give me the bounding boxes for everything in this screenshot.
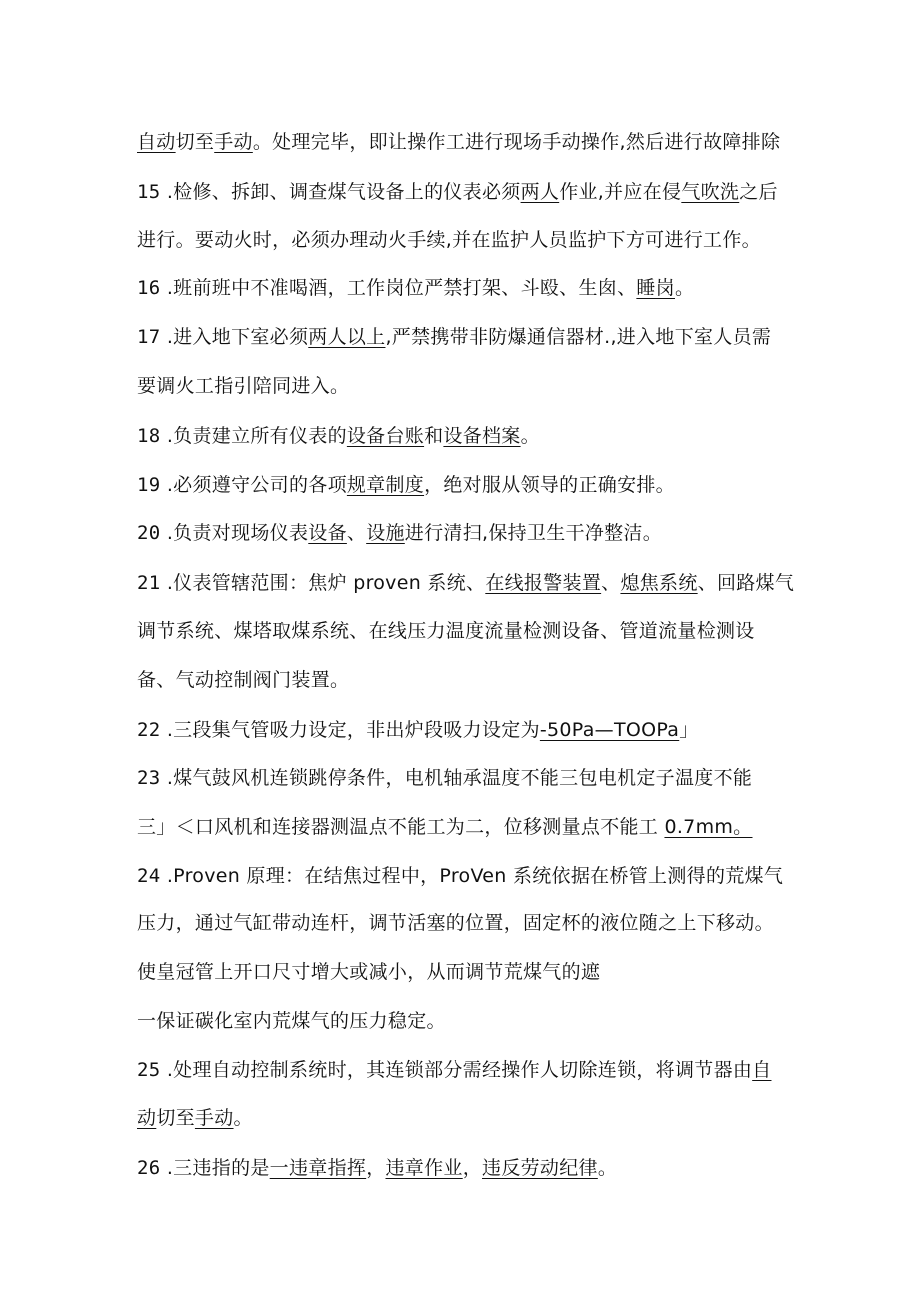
text-line xyxy=(137,226,880,254)
text-segment: 切至 xyxy=(156,1107,195,1129)
underlined-text: 设备 xyxy=(308,522,347,544)
text-line xyxy=(137,1007,880,1035)
text-segment: .仪表管辖范围：焦炉 proven 系统、 xyxy=(160,572,486,594)
text-segment: 要调火工指引陪同进入。 xyxy=(137,375,350,397)
text-segment: 一保证碳化室内荒煤气的压力稳定。 xyxy=(137,1010,446,1032)
item-number: 21 xyxy=(137,572,161,594)
item-number: 17 xyxy=(137,326,161,348)
text-line xyxy=(137,716,880,744)
text-line xyxy=(137,617,880,645)
item-number: 15 xyxy=(137,181,161,203)
underlined-text: 在线报警装置 xyxy=(485,572,602,594)
underlined-text: 手动 xyxy=(214,131,253,153)
underlined-text: 设施 xyxy=(366,522,405,544)
underlined-text: 两人 xyxy=(520,181,560,203)
underlined-text: 一违章指挥 xyxy=(269,1157,367,1179)
underlined-text: 自动 xyxy=(137,131,176,153)
text-segment: 三」＜口风机和连接器测温点不能工为二，位移测量点不能工 xyxy=(137,816,665,838)
text-line xyxy=(137,1056,880,1084)
underlined-text: 气吹洗 xyxy=(681,181,740,203)
underlined-text: 0.7mm。 xyxy=(664,816,753,838)
text-line xyxy=(137,862,880,890)
text-line xyxy=(137,1104,880,1132)
text-segment: .负责建立所有仪表的 xyxy=(160,425,347,447)
text-line xyxy=(137,323,880,351)
text-segment: 、 xyxy=(601,572,621,594)
underlined-text: 违章作业 xyxy=(385,1157,463,1179)
underlined-text: 睡岗 xyxy=(636,277,675,299)
text-line xyxy=(137,178,880,206)
text-segment: 调节系统、煤塔取煤系统、在线压力温度流量检测设备、管道流量检测设 xyxy=(137,620,755,642)
text-segment: ， xyxy=(462,1157,483,1179)
text-segment: 」 xyxy=(679,719,699,741)
text-segment: .必须遵守公司的各项 xyxy=(160,474,347,496)
text-segment: 使皇冠管上开口尺寸增大或减小，从而调节荒煤气的遮 xyxy=(137,961,601,983)
text-segment: 。 xyxy=(233,1107,253,1129)
text-segment: .三违指的是 xyxy=(160,1157,270,1179)
text-segment: .Proven 原理：在结焦过程中，ProVen 系统依据在桥管上测得的荒煤气 xyxy=(160,865,784,887)
text-line xyxy=(137,958,880,986)
text-segment: 。 xyxy=(597,1157,618,1179)
text-line xyxy=(137,909,880,937)
text-line xyxy=(137,471,880,499)
text-line xyxy=(137,519,880,547)
underlined-text: 熄焦系统 xyxy=(620,572,698,594)
underlined-text: 两人以上 xyxy=(308,326,386,348)
text-segment: 。 xyxy=(674,277,695,299)
item-number: 19 xyxy=(137,474,161,496)
underlined-text: -50Pa—TOOPa xyxy=(539,719,680,741)
item-number: 20 xyxy=(137,522,161,544)
underlined-text: 规章制度 xyxy=(346,474,425,496)
text-segment: 和 xyxy=(424,425,444,447)
item-number: 16 xyxy=(137,277,161,299)
text-line xyxy=(137,569,880,597)
item-number: 26 xyxy=(137,1157,161,1179)
text-segment: 。处理完毕，即让操作工进行现场手动操作,然后进行故障排除 xyxy=(252,131,781,153)
text-segment: .三段集气管吸力设定，非出炉段吸力设定为 xyxy=(160,719,540,741)
item-number: 24 xyxy=(137,865,161,887)
item-number: 25 xyxy=(137,1059,161,1081)
text-segment: .班前班中不准喝酒，工作岗位严禁打架、斗殴、生囱、 xyxy=(160,277,637,299)
text-line xyxy=(137,422,880,450)
text-segment: 。 xyxy=(520,425,540,447)
text-segment: ， xyxy=(366,1157,386,1179)
text-segment: 切至 xyxy=(175,131,215,153)
item-number: 18 xyxy=(137,425,161,447)
text-segment: 备、气动控制阀门装置。 xyxy=(137,669,350,691)
text-line xyxy=(137,128,880,156)
text-line xyxy=(137,666,880,694)
text-segment: ,严禁携带非防爆通信器材.,进入地下室人员需 xyxy=(385,326,772,348)
text-segment: ，绝对服从领导的正确安排。 xyxy=(424,474,675,496)
underlined-text: 自 xyxy=(752,1059,772,1081)
text-segment: .处理自动控制系统时，其连锁部分需经操作人切除连锁，将调节器由 xyxy=(160,1059,753,1081)
text-segment: .进入地下室必须 xyxy=(160,326,309,348)
underlined-text: 违反劳动纪律 xyxy=(482,1157,598,1179)
text-segment: 压力，通过气缸带动连杆，调节活塞的位置，固定杯的液位随之上下移动。 xyxy=(137,912,774,934)
text-segment: .煤气鼓风机连锁跳停条件，电机轴承温度不能三包电机定子温度不能 xyxy=(160,767,753,789)
text-segment: 之后 xyxy=(739,181,778,203)
underlined-text: 设备台账 xyxy=(346,425,425,447)
underlined-text: 设备档案 xyxy=(443,425,521,447)
text-line xyxy=(137,1154,880,1182)
text-segment: 进行。要动火时，必须办理动火手续,并在监护人员监护下方可进行工作。 xyxy=(137,229,761,251)
underlined-text: 动 xyxy=(137,1107,157,1129)
text-segment: .负责对现场仪表 xyxy=(160,522,309,544)
underlined-text: 手动 xyxy=(194,1107,234,1129)
text-segment: 作业,并应在侵 xyxy=(559,181,682,203)
text-segment: 、回路煤气 xyxy=(697,572,795,594)
item-number: 22 xyxy=(137,719,161,741)
text-segment: 、 xyxy=(346,522,367,544)
item-number: 23 xyxy=(137,767,161,789)
text-segment: .检修、拆卸、调查煤气设备上的仪表必须 xyxy=(160,181,521,203)
text-line xyxy=(137,764,880,792)
text-line xyxy=(137,274,880,302)
text-line xyxy=(137,813,880,841)
text-line xyxy=(137,372,880,400)
text-segment: 进行清扫,保持卫生干净整洁。 xyxy=(404,522,663,544)
